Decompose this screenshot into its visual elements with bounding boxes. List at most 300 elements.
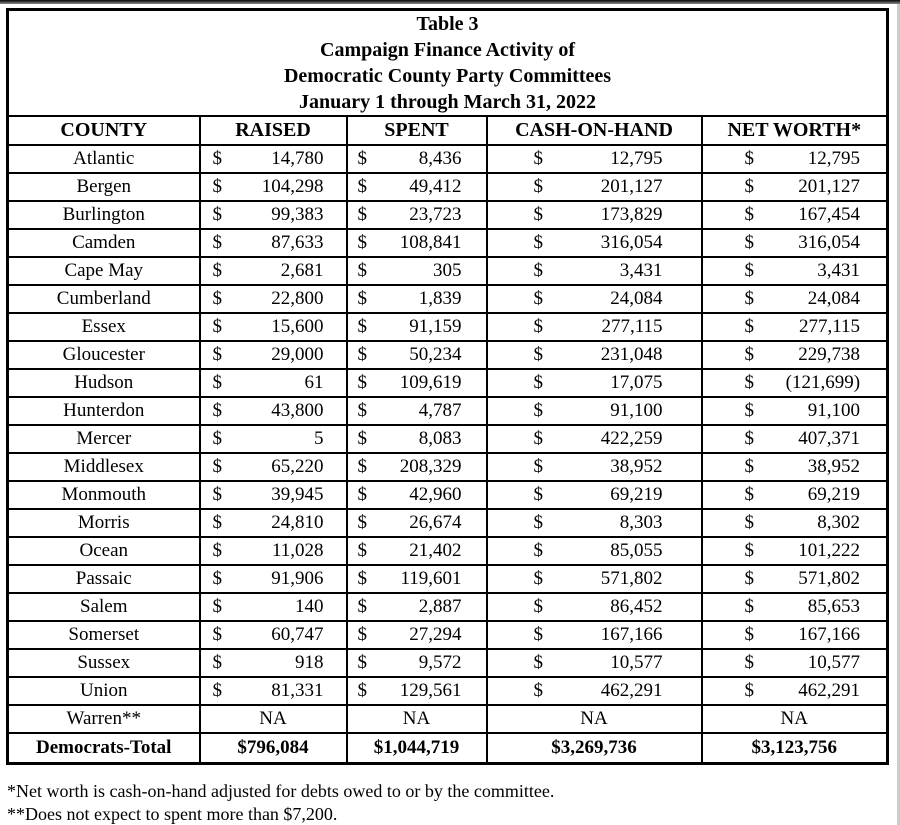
amount-value: 23,723 — [409, 204, 462, 225]
money-value — [703, 456, 887, 478]
amount-cell — [487, 257, 702, 285]
money-value — [488, 540, 701, 562]
amount-value: 15,600 — [271, 316, 324, 337]
table-row — [8, 677, 888, 705]
dollar-sign: $ — [357, 540, 367, 561]
dollar-sign: $ — [744, 372, 754, 393]
amount-value: 61 — [304, 372, 324, 393]
amount-cell — [702, 257, 888, 285]
amount-value: 101,222 — [798, 540, 861, 561]
amount-cell — [200, 453, 347, 481]
amount-cell — [702, 369, 888, 397]
table-row — [8, 201, 888, 229]
dollar-sign: $ — [744, 344, 754, 365]
amount-cell — [702, 313, 888, 341]
dollar-sign: $ — [533, 232, 543, 253]
dollar-sign: $ — [533, 400, 543, 421]
dollar-sign: $ — [357, 680, 367, 701]
amount-cell — [702, 677, 888, 705]
dollar-sign: $ — [744, 260, 754, 281]
dollar-sign: $ — [533, 260, 543, 281]
county-name-cell: Middlesex — [8, 453, 200, 481]
dollar-sign: $ — [212, 456, 222, 477]
amount-cell — [200, 677, 347, 705]
dollar-sign: $ — [533, 652, 543, 673]
money-value — [201, 344, 346, 366]
money-value — [488, 680, 701, 702]
amount-cell — [200, 145, 347, 173]
money-value — [488, 596, 701, 618]
dollar-sign: $ — [744, 456, 754, 477]
amount-value: 277,115 — [798, 316, 861, 337]
money-value — [488, 372, 701, 394]
amount-value: 140 — [295, 596, 324, 617]
dollar-sign: $ — [212, 148, 222, 169]
amount-cell — [347, 145, 487, 173]
amount-value: 201,127 — [600, 176, 663, 197]
dollar-sign: $ — [212, 596, 222, 617]
amount-value: 571,802 — [798, 568, 861, 589]
dollar-sign: $ — [357, 568, 367, 589]
dollar-sign: $ — [357, 596, 367, 617]
money-value — [703, 232, 887, 254]
col-header-cash-on-hand: CASH-ON-HAND — [487, 116, 702, 145]
money-value — [348, 624, 486, 646]
dollar-sign: $ — [212, 232, 222, 253]
dollar-sign: $ — [744, 680, 754, 701]
dollar-sign: $ — [744, 204, 754, 225]
dollar-sign: $ — [357, 400, 367, 421]
dollar-sign: $ — [357, 624, 367, 645]
money-value — [703, 372, 887, 394]
amount-value: 65,220 — [271, 456, 324, 477]
dollar-sign: $ — [212, 512, 222, 533]
money-value — [201, 204, 346, 226]
dollar-sign: $ — [744, 176, 754, 197]
money-value — [201, 260, 346, 282]
money-value — [488, 512, 701, 534]
money-value — [201, 148, 346, 170]
money-value — [348, 176, 486, 198]
amount-cell — [347, 425, 487, 453]
dollar-sign: $ — [212, 624, 222, 645]
amount-value: 24,084 — [610, 288, 663, 309]
money-value — [703, 568, 887, 590]
amount-cell — [487, 173, 702, 201]
amount-cell — [200, 257, 347, 285]
window-top-edge — [0, 0, 900, 4]
table-row — [8, 341, 888, 369]
dollar-sign: $ — [744, 232, 754, 253]
county-name-cell: Bergen — [8, 173, 200, 201]
amount-value: 277,115 — [601, 316, 663, 337]
amount-value: 26,674 — [409, 512, 462, 533]
table-row — [8, 425, 888, 453]
amount-cell — [487, 453, 702, 481]
money-value — [703, 400, 887, 422]
amount-value: 91,906 — [271, 568, 324, 589]
money-value — [348, 400, 486, 422]
amount-value: 42,960 — [409, 484, 462, 505]
amount-cell — [347, 201, 487, 229]
total-amount-cell: $3,123,756 — [702, 733, 888, 764]
total-amount-cell: $3,269,736 — [487, 733, 702, 764]
money-value — [703, 652, 887, 674]
amount-cell — [487, 145, 702, 173]
table-row — [8, 145, 888, 173]
col-header-county: COUNTY — [8, 116, 200, 145]
money-value — [703, 344, 887, 366]
dollar-sign: $ — [533, 316, 543, 337]
amount-cell — [702, 593, 888, 621]
amount-cell — [200, 369, 347, 397]
amount-cell — [487, 425, 702, 453]
county-name-cell: Essex — [8, 313, 200, 341]
money-value — [201, 624, 346, 646]
money-value — [201, 372, 346, 394]
dollar-sign: $ — [357, 372, 367, 393]
money-value — [348, 204, 486, 226]
money-value — [348, 148, 486, 170]
money-value — [201, 176, 346, 198]
amount-value: 108,841 — [399, 232, 462, 253]
column-header-row — [8, 116, 888, 145]
dollar-sign: $ — [744, 316, 754, 337]
amount-cell — [702, 565, 888, 593]
dollar-sign: $ — [533, 512, 543, 533]
amount-cell — [347, 565, 487, 593]
amount-value: 9,572 — [418, 652, 462, 673]
col-header-raised: RAISED — [200, 116, 347, 145]
amount-cell — [200, 621, 347, 649]
table-title-row — [8, 10, 888, 117]
table-row — [8, 649, 888, 677]
amount-value: 8,083 — [418, 428, 462, 449]
dollar-sign: $ — [744, 624, 754, 645]
amount-cell — [347, 397, 487, 425]
dollar-sign: $ — [533, 148, 543, 169]
money-value — [703, 540, 887, 562]
footnote-net-worth: *Net worth is cash-on-hand adjusted for debts owed to or by the committee. — [7, 781, 555, 801]
dollar-sign: $ — [212, 316, 222, 337]
amount-cell — [200, 537, 347, 565]
dollar-sign: $ — [357, 456, 367, 477]
money-value — [488, 568, 701, 590]
county-name-cell: Cumberland — [8, 285, 200, 313]
county-name-cell: Sussex — [8, 649, 200, 677]
amount-value: 99,383 — [271, 204, 324, 225]
amount-value: 69,219 — [610, 484, 663, 505]
footnotes — [7, 780, 554, 825]
total-amount-cell: $796,084 — [200, 733, 347, 764]
amount-cell — [200, 509, 347, 537]
dollar-sign: $ — [357, 344, 367, 365]
amount-value: 85,653 — [807, 596, 861, 617]
amount-cell — [702, 201, 888, 229]
money-value — [703, 316, 887, 338]
money-value — [703, 596, 887, 618]
table-row — [8, 509, 888, 537]
amount-value: 109,619 — [399, 372, 462, 393]
county-name-cell: Cape May — [8, 257, 200, 285]
money-value — [488, 456, 701, 478]
dollar-sign: $ — [357, 288, 367, 309]
amount-cell — [347, 621, 487, 649]
dollar-sign: $ — [212, 652, 222, 673]
amount-cell — [487, 621, 702, 649]
dollar-sign: $ — [212, 568, 222, 589]
amount-value: 173,829 — [600, 204, 663, 225]
amount-cell — [347, 593, 487, 621]
dollar-sign: $ — [533, 372, 543, 393]
dollar-sign: $ — [212, 204, 222, 225]
money-value — [348, 680, 486, 702]
dollar-sign: $ — [212, 260, 222, 281]
dollar-sign: $ — [533, 540, 543, 561]
amount-cell — [487, 341, 702, 369]
footnote-warren: **Does not expect to spent more than $7,200. — [7, 804, 338, 824]
money-value — [488, 176, 701, 198]
money-value — [201, 680, 346, 702]
table-row — [8, 565, 888, 593]
table-row — [8, 621, 888, 649]
money-value — [348, 260, 486, 282]
money-value — [348, 232, 486, 254]
money-value — [703, 176, 887, 198]
campaign-finance-table — [6, 8, 889, 765]
table-row — [8, 229, 888, 257]
amount-cell — [702, 173, 888, 201]
dollar-sign: $ — [212, 680, 222, 701]
amount-value: 167,166 — [798, 624, 861, 645]
money-value — [488, 288, 701, 310]
amount-cell — [487, 285, 702, 313]
dollar-sign: $ — [744, 540, 754, 561]
table-row — [8, 537, 888, 565]
county-name-cell: Ocean — [8, 537, 200, 565]
amount-cell — [702, 145, 888, 173]
amount-cell — [487, 509, 702, 537]
dollar-sign: $ — [212, 372, 222, 393]
table-row — [8, 705, 888, 733]
money-value — [201, 540, 346, 562]
money-value — [201, 568, 346, 590]
money-value — [348, 596, 486, 618]
amount-cell — [200, 425, 347, 453]
amount-cell — [200, 481, 347, 509]
amount-cell — [200, 565, 347, 593]
dollar-sign: $ — [357, 148, 367, 169]
amount-value: 8,303 — [619, 512, 663, 533]
amount-cell — [347, 341, 487, 369]
county-name-cell: Burlington — [8, 201, 200, 229]
dollar-sign: $ — [744, 484, 754, 505]
money-value — [488, 316, 701, 338]
table-row — [8, 313, 888, 341]
amount-value: 43,800 — [271, 400, 324, 421]
amount-value: 407,371 — [798, 428, 861, 449]
table-row — [8, 453, 888, 481]
amount-value: 462,291 — [600, 680, 663, 701]
dollar-sign: $ — [533, 288, 543, 309]
table-row — [8, 369, 888, 397]
amount-value: 129,561 — [399, 680, 462, 701]
amount-value: 14,780 — [271, 148, 324, 169]
amount-value: 305 — [433, 260, 462, 281]
money-value — [348, 652, 486, 674]
money-value — [348, 372, 486, 394]
dollar-sign: $ — [533, 344, 543, 365]
table-row — [8, 285, 888, 313]
amount-value: 50,234 — [409, 344, 462, 365]
money-value — [703, 512, 887, 534]
county-name-cell: Passaic — [8, 565, 200, 593]
table-title-line-1: Campaign Finance Activity of — [320, 39, 576, 61]
amount-value: 3,431 — [619, 260, 663, 281]
amount-value: 86,452 — [610, 596, 663, 617]
amount-cell — [702, 481, 888, 509]
money-value — [703, 484, 887, 506]
money-value — [201, 316, 346, 338]
amount-cell — [487, 397, 702, 425]
amount-cell — [347, 677, 487, 705]
dollar-sign: $ — [744, 512, 754, 533]
amount-cell — [487, 677, 702, 705]
money-value — [348, 512, 486, 534]
money-value — [488, 204, 701, 226]
amount-value: 316,054 — [600, 232, 663, 253]
amount-cell: NA — [347, 705, 487, 733]
table-row — [8, 397, 888, 425]
money-value — [201, 652, 346, 674]
amount-value: 91,100 — [807, 400, 861, 421]
amount-value: 87,633 — [271, 232, 324, 253]
county-name-cell: Salem — [8, 593, 200, 621]
money-value — [201, 400, 346, 422]
amount-cell — [702, 537, 888, 565]
amount-value: 2,887 — [418, 596, 462, 617]
amount-cell — [200, 397, 347, 425]
amount-cell — [347, 257, 487, 285]
amount-cell — [200, 649, 347, 677]
total-amount-cell: $1,044,719 — [347, 733, 487, 764]
money-value — [201, 512, 346, 534]
county-name-cell: Atlantic — [8, 145, 200, 173]
county-name-cell: Camden — [8, 229, 200, 257]
amount-cell — [702, 341, 888, 369]
dollar-sign: $ — [357, 204, 367, 225]
dollar-sign: $ — [533, 456, 543, 477]
money-value — [348, 316, 486, 338]
dollar-sign: $ — [533, 568, 543, 589]
dollar-sign: $ — [744, 428, 754, 449]
amount-value: 60,747 — [271, 624, 324, 645]
amount-value: 69,219 — [807, 484, 861, 505]
amount-value: 208,329 — [399, 456, 462, 477]
amount-cell — [347, 509, 487, 537]
amount-value: 167,166 — [600, 624, 663, 645]
money-value — [703, 288, 887, 310]
amount-cell — [200, 173, 347, 201]
amount-value: 81,331 — [271, 680, 324, 701]
money-value — [488, 232, 701, 254]
amount-value: 91,100 — [610, 400, 663, 421]
amount-value: 38,952 — [610, 456, 663, 477]
money-value — [703, 680, 887, 702]
dollar-sign: $ — [212, 176, 222, 197]
amount-value: 5 — [314, 428, 324, 449]
amount-cell — [702, 229, 888, 257]
money-value — [201, 456, 346, 478]
amount-value: 462,291 — [798, 680, 861, 701]
amount-cell — [487, 313, 702, 341]
dollar-sign: $ — [357, 512, 367, 533]
amount-cell — [487, 593, 702, 621]
table-row — [8, 173, 888, 201]
table-title-line-2: Democratic County Party Committees — [283, 65, 612, 87]
dollar-sign: $ — [357, 484, 367, 505]
amount-value: 12,795 — [807, 148, 861, 169]
dollar-sign: $ — [212, 400, 222, 421]
amount-cell — [487, 481, 702, 509]
dollar-sign: $ — [357, 428, 367, 449]
total-row — [8, 733, 888, 764]
county-name-cell: Union — [8, 677, 200, 705]
dollar-sign: $ — [533, 484, 543, 505]
dollar-sign: $ — [744, 596, 754, 617]
amount-cell — [200, 341, 347, 369]
dollar-sign: $ — [357, 652, 367, 673]
dollar-sign: $ — [744, 400, 754, 421]
money-value — [348, 344, 486, 366]
dollar-sign: $ — [212, 428, 222, 449]
money-value — [488, 260, 701, 282]
amount-value: 316,054 — [798, 232, 861, 253]
amount-value: 201,127 — [798, 176, 861, 197]
dollar-sign: $ — [533, 176, 543, 197]
amount-value: 104,298 — [261, 176, 324, 197]
col-header-net-worth: NET WORTH* — [702, 116, 888, 145]
amount-cell — [487, 369, 702, 397]
amount-cell — [702, 649, 888, 677]
dollar-sign: $ — [744, 568, 754, 589]
dollar-sign: $ — [357, 176, 367, 197]
amount-cell — [200, 285, 347, 313]
amount-value: 3,431 — [817, 260, 861, 281]
amount-cell — [702, 397, 888, 425]
money-value — [488, 624, 701, 646]
money-value — [703, 204, 887, 226]
amount-value: 167,454 — [798, 204, 861, 225]
money-value — [488, 344, 701, 366]
dollar-sign: $ — [533, 680, 543, 701]
amount-value: 11,028 — [271, 540, 324, 561]
amount-value: 8,436 — [418, 148, 462, 169]
money-value — [703, 148, 887, 170]
amount-cell — [487, 201, 702, 229]
amount-cell — [347, 173, 487, 201]
county-name-cell: Hunterdon — [8, 397, 200, 425]
amount-value: 12,795 — [610, 148, 663, 169]
money-value — [703, 428, 887, 450]
dollar-sign: $ — [533, 204, 543, 225]
amount-cell — [347, 369, 487, 397]
amount-value: 4,787 — [418, 400, 462, 421]
county-name-cell: Somerset — [8, 621, 200, 649]
amount-value: 422,259 — [600, 428, 663, 449]
dollar-sign: $ — [744, 148, 754, 169]
amount-value: 17,075 — [610, 372, 663, 393]
